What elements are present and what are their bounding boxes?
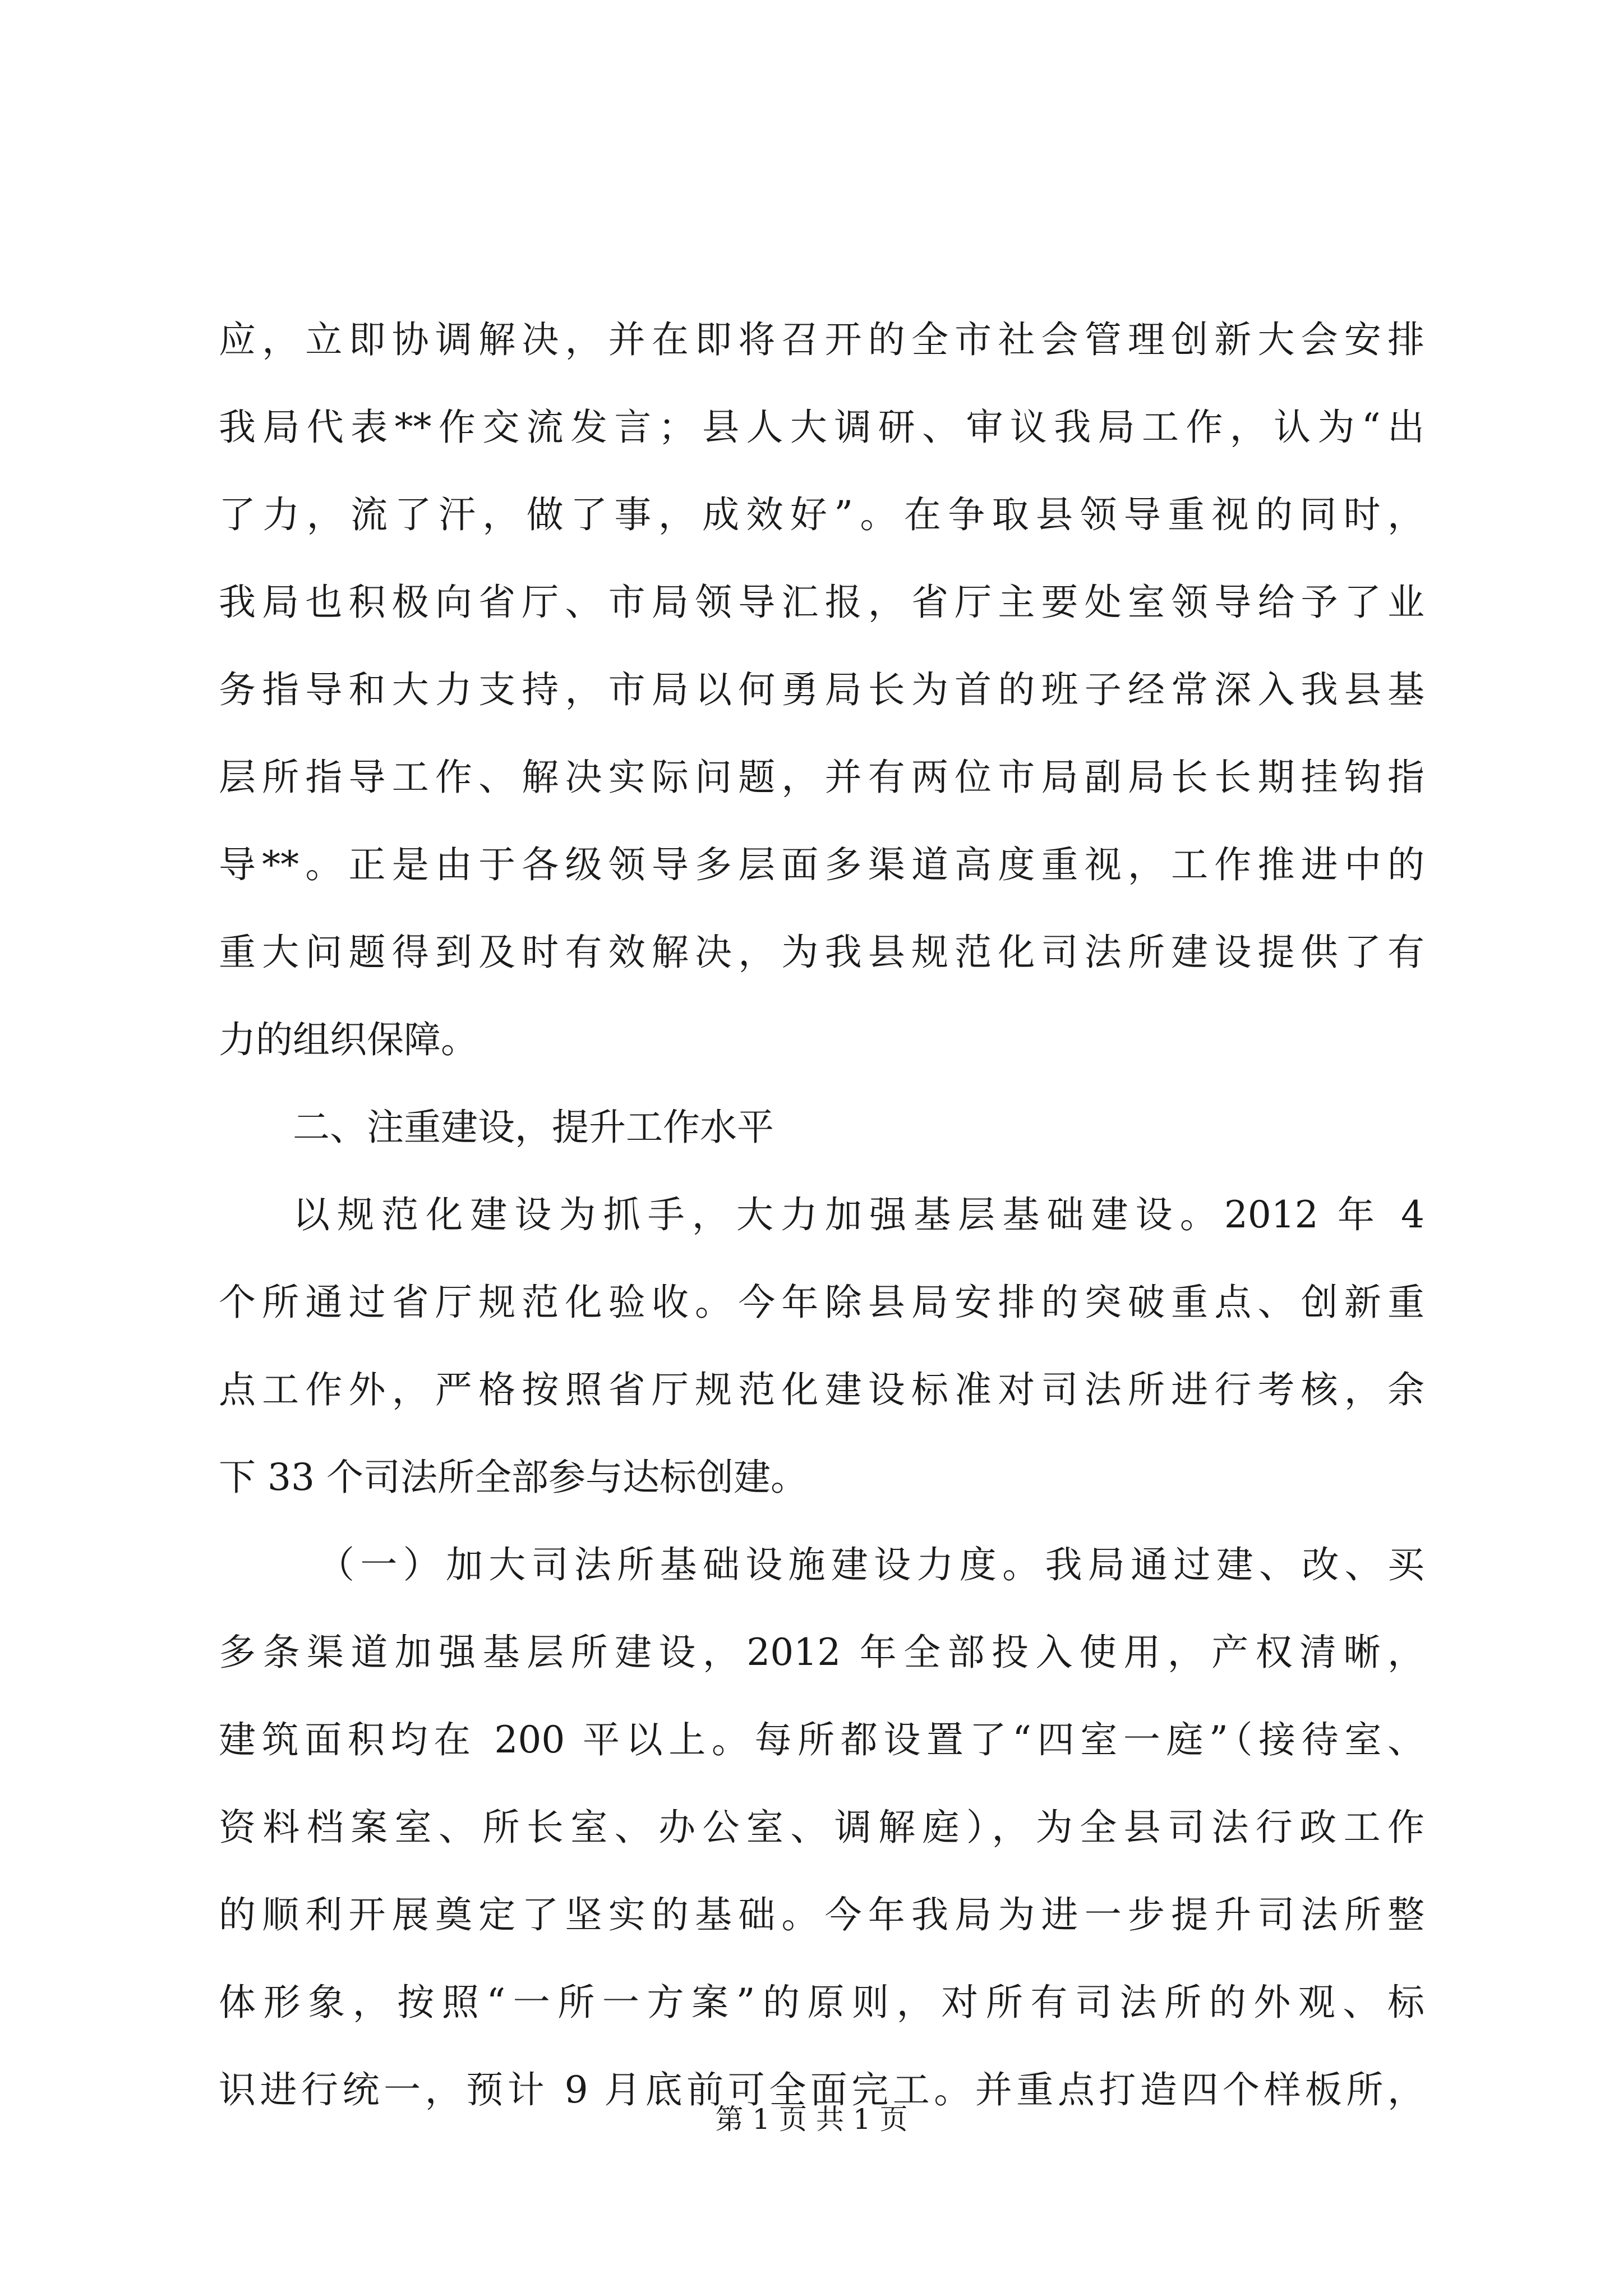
text-line: 我局也积极向省厅、市局领导汇报，省厅主要处室领导给予了业 [219, 581, 1424, 624]
text-line: 个所通过省厅规范化验收。今年除县局安排的突破重点、创新重 [219, 1281, 1424, 1324]
text-line: 下 33 个司法所全部参与达标创建。 [219, 1456, 808, 1499]
text-line: 了力，流了汗，做了事，成效好”。在争取县领导重视的同时， [219, 493, 1424, 536]
text-line: 资料档案室、所长室、办公室、调解庭），为全县司法行政工作 [219, 1806, 1424, 1849]
text-line: 体形象，按照“一所一方案”的原则，对所有司法所的外观、标 [219, 1981, 1424, 2024]
page-footer: 第 1 页 共 1 页 [715, 2103, 908, 2136]
text-line: 多条渠道加强基层所建设，2012 年全部投入使用，产权清晰， [219, 1631, 1424, 1674]
text-line: 务指导和大力支持，市局以何勇局长为首的班子经常深入我县基 [219, 668, 1424, 711]
section-heading: 二、注重建设，提升工作水平 [293, 1106, 774, 1149]
document-body [219, 296, 1424, 2134]
text-line: 点工作外，严格按照省厅规范化建设标准对司法所进行考核，余 [219, 1368, 1424, 1411]
text-line: 识进行统一，预计 9 月底前可全面完工。并重点打造四个样板所， [219, 2068, 1424, 2111]
text-line: 应，立即协调解决，并在即将召开的全市社会管理创新大会安排 [219, 318, 1424, 361]
subsection-line: （一）加大司法所基础设施建设力度。我局通过建、改、买 [317, 1543, 1424, 1586]
text-line: 建筑面积均在 200 平以上。每所都设置了“四室一庭”（接待室、 [219, 1718, 1424, 1761]
text-line: 层所指导工作、解决实际问题，并有两位市局副局长长期挂钩指 [219, 756, 1424, 799]
text-line: 的顺利开展奠定了坚实的基础。今年我局为进一步提升司法所整 [219, 1893, 1424, 1936]
text-line: 力的组织保障。 [219, 1018, 478, 1061]
text-line: 我局代表**作交流发言；县人大调研、审议我局工作，认为“出 [219, 406, 1424, 449]
text-line: 导**。正是由于各级领导多层面多渠道高度重视，工作推进中的 [219, 843, 1424, 886]
text-line: 重大问题得到及时有效解决，为我县规范化司法所建设提供了有 [219, 931, 1424, 974]
text-line: 以规范化建设为抓手，大力加强基层基础建设。2012 年 4 [293, 1193, 1424, 1236]
